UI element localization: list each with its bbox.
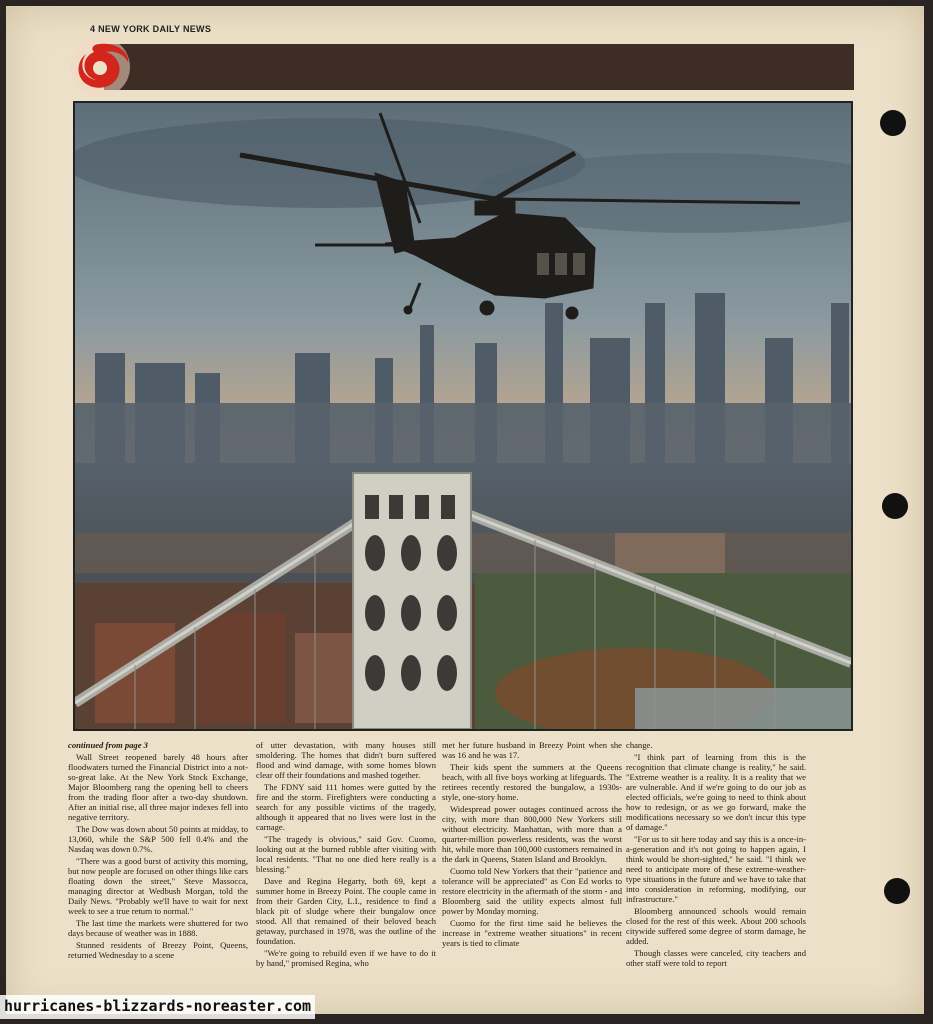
paragraph: Wall Street reopened barely 48 hours after floodwaters turned the Financial District into a not-so-great lake. At the New York Stock Exchange, Major Bloomberg rang the opening bell to cheers from the trading floor after a two-day shutdown. After an initial rise, all three major indexes fell into negative territory. [68,752,248,822]
paragraph: Though classes were canceled, city teachers and other staff were told to report [626,948,806,968]
newspaper-page [6,6,924,1014]
paragraph: "I think part of learning from this is the recognition that climate change is reality," he said. "Extreme weather is a reality. It is a reality that we are vulnerable. And if we're going to do our job as elected officials, we're going to need to think about how to redesign, or as we go forward, make the modifications necessary so we don't incur this type of damage." [626,752,806,832]
continued-line: continued from page 3 [68,740,148,750]
paragraph: The last time the markets were shuttered for two days because of weather was in 1888. [68,918,248,938]
paragraph: "For us to sit here today and say this is a once-in-a-generation and it's not going to happen again, I think would be short-sighted," he said. "I think we need to anticipate more of these extreme-weather-type situations in the future and we have to take that into consideration in reforming, modifying, our infrastructure." [626,834,806,904]
paragraph: Stunned residents of Breezy Point, Queens, returned Wednesday to a scene [68,940,248,960]
article-column-2 [256,740,436,1002]
paragraph: "The tragedy is obvious," said Gov. Cuomo, looking out at the burned rubble after visiting with local residents. "That no one died here really is a blessing." [256,834,436,874]
paragraph: The FDNY said 111 homes were gutted by the fire and the storm. Firefighters were conducting a search for any possible victims of the tragedy, although it appeared that no lives were lost in the carnage. [256,782,436,832]
paragraph: Dave and Regina Hegarty, both 69, kept a summer home in Breezy Point. The couple came in from their Garden City, L.I., residence to find a black pit of sludge where their bungalow once stood. All that remained of their beloved beach getaway, purchased in 1978, was the outline of the foundation. [256,876,436,946]
paragraph: Cuomo told New Yorkers that their "patience and tolerance will be appreciated" as Con Ed works to restore electricity in the aftermath of the storm - and Bloomberg said the utility expects almost full power by Monday morning. [442,866,622,916]
paragraph: of utter devastation, with many houses still smoldering. The homes that didn't burn suffered flood and wind damage, with some homes blown clear off their foundations and mashed together. [256,740,436,780]
site-watermark: hurricanes-blizzards-noreaster.com [0,995,315,1019]
binder-hole [882,493,908,519]
article-column-4 [626,740,806,1002]
paragraph: change. [626,740,653,750]
paragraph: Bloomberg announced schools would remain closed for the rest of this week. About 200 schools citywide suffered some degree of storm damage, he added. [626,906,806,946]
binder-hole [880,110,906,136]
paragraph: met her future husband in Breezy Point when she was 16 and he was 17. [442,740,622,760]
paragraph: Cuomo for the first time said he believes the increase in "extreme weather situations" in recent years is tied to climate [442,918,622,948]
article-column-3 [442,740,622,1002]
paragraph: The Dow was down about 50 points at midday, to 13,060, while the S&P 500 fell 0.4% and the Nasdaq was down 0.7%. [68,824,248,854]
binder-hole [884,878,910,904]
article-column-1 [68,740,248,1002]
paragraph: "We're going to rebuild even if we have to do it by hand," promised Regina, who [256,948,436,968]
paragraph: Widespread power outages continued across the city, with more than 800,000 New Yorkers still without electricity. Manhattan, with more than a quarter-million powerless residents, was the worst hit, while more than 100,000 customers remained in the dark in Queens, Staten Island and Brooklyn. [442,804,622,864]
helicopter-over-manhattan-photo [73,101,853,731]
paragraph: Their kids spent the summers at the Queens beach, with all five boys working at lifeguards. The retirees recently restored the bungalow, a 1930s-style, one-story home. [442,762,622,802]
paragraph: "There was a good burst of activity this morning, but now people are focused on other things like cars floating down the street," Steve Massocca, managing director at Wedbush Morgan, told the Daily News. "Probably we'll have to wait for next week to see a true return to normal." [68,856,248,916]
section-banner [104,44,854,90]
page-folio: 4 NEW YORK DAILY NEWS [90,24,212,34]
hurricane-logo-icon [60,32,140,102]
